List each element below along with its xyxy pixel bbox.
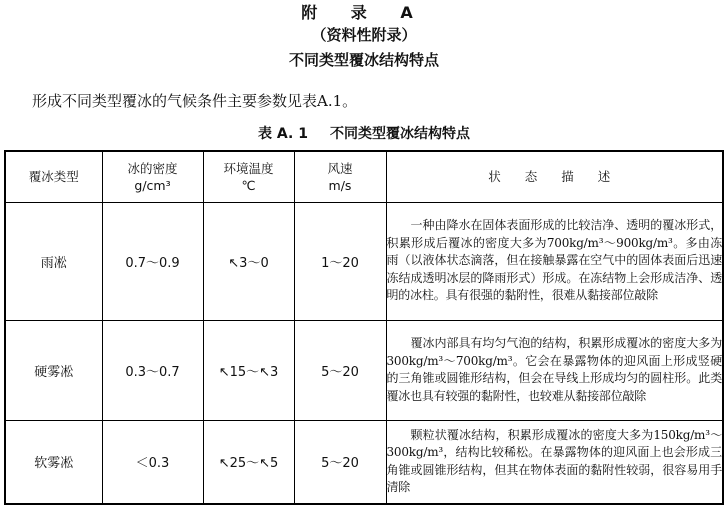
header-temp-label: 环境温度 bbox=[223, 160, 274, 176]
table-caption-number: 表 A. 1 bbox=[258, 126, 308, 142]
cell-density: 0.3～0.7 bbox=[102, 320, 203, 420]
appendix-name: 不同类型覆冰结构特点 bbox=[288, 51, 439, 69]
cell-desc: 颗粒状覆冰结构，积累形成覆冰的密度大多为150kg/m³～300kg/m³，结构比较稀松。在暴露物体的迎风面上也会形成三角锥或圆锥形结构，但其在物体表面的黏附性较弱，很容易用手清除 bbox=[386, 420, 723, 504]
header-wind bbox=[294, 151, 386, 202]
table-caption-title: 不同类型覆冰结构特点 bbox=[329, 126, 470, 142]
table-row bbox=[5, 420, 723, 504]
header-type: 覆冰类型 bbox=[5, 151, 102, 202]
cell-density: 0.7～0.9 bbox=[102, 202, 203, 320]
table-row bbox=[5, 320, 723, 420]
header-density-unit: g/cm³ bbox=[134, 177, 171, 193]
cell-type: 软雾凇 bbox=[5, 420, 102, 504]
cell-temp: ↖15～↖3 bbox=[203, 320, 294, 420]
table-row bbox=[5, 202, 723, 320]
cell-temp: ↖25～↖5 bbox=[203, 420, 294, 504]
header-wind-unit: m/s bbox=[328, 177, 352, 193]
intro-paragraph: 形成不同类型覆冰的气候条件主要参数见表A.1。 bbox=[32, 92, 358, 110]
cell-temp: ↖3～0 bbox=[203, 202, 294, 320]
header-temp bbox=[203, 151, 294, 202]
appendix-subtitle: （资料性附录） bbox=[311, 26, 417, 44]
cell-desc: 覆冰内部具有均匀气泡的结构，积累形成覆冰的密度大多为300kg/m³～700kg/m³。它会在暴露物体的迎风面上形成竖硬的三角锥或圆锥形结构，但会在导线上形成均匀的圆柱形。此类覆冰也具有较强的黏附性，也较难从黏接部位敲除 bbox=[386, 320, 723, 420]
cell-type: 雨凇 bbox=[5, 202, 102, 320]
table-caption bbox=[0, 125, 728, 143]
header-temp-unit: ℃ bbox=[241, 177, 256, 193]
icing-types-table bbox=[4, 150, 724, 505]
header-desc: 状 态 描 述 bbox=[386, 151, 723, 202]
cell-desc: 一种由降水在固体表面形成的比较洁净、透明的覆冰形式，积累形成后覆冰的密度大多为700kg/m³～900kg/m³。多由冻雨（以液体状态滴落，但在接触暴露在空气中的固体表面后迅速冻结成透明冰层的降雨形式）形成。在冻结物上会形成洁净、透明的冰柱。具有很强的黏附性，很难从黏接部位敲除 bbox=[386, 202, 723, 320]
cell-wind: 1～20 bbox=[294, 202, 386, 320]
cell-density: ＜0.3 bbox=[102, 420, 203, 504]
header-wind-label: 风速 bbox=[327, 160, 353, 176]
header-density-label: 冰的密度 bbox=[127, 160, 178, 176]
header-density bbox=[102, 151, 203, 202]
cell-wind: 5～20 bbox=[294, 320, 386, 420]
cell-wind: 5～20 bbox=[294, 420, 386, 504]
appendix-title: 附 录 A bbox=[301, 3, 427, 22]
table-header-row bbox=[5, 151, 723, 202]
cell-type: 硬雾凇 bbox=[5, 320, 102, 420]
